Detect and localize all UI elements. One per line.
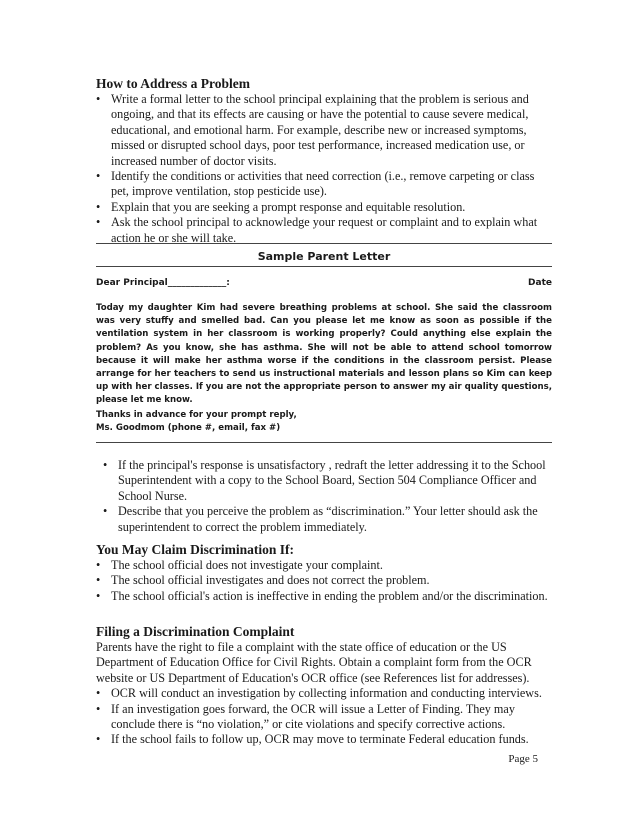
section-heading: Filing a Discrimination Complaint bbox=[96, 624, 295, 639]
list-item: • Explain that you are seeking a prompt response and equitable resolution. bbox=[96, 200, 550, 215]
section-intro: Parents have the right to file a complaint with the state office of education or the US Department of Education Office for Civil Rights. Obtain a complaint form from the OCR website or US Department of Education's OCR office (see References list for addresses). bbox=[96, 640, 532, 685]
bullet-list bbox=[96, 686, 550, 748]
list-item: • OCR will conduct an investigation by collecting information and conducting interviews. bbox=[96, 686, 550, 701]
date-label: Date bbox=[528, 278, 552, 288]
letter-title-rule bbox=[96, 266, 552, 267]
closing-line: Thanks in advance for your prompt reply, bbox=[96, 410, 297, 420]
bullet-list bbox=[103, 458, 550, 535]
page-number: Page 5 bbox=[508, 753, 538, 765]
letter-title: Sample Parent Letter bbox=[257, 250, 391, 263]
letter-closing bbox=[96, 409, 552, 435]
list-item: • If the principal's response is unsatisfactory , redraft the letter addressing it to the School Superintendent with a copy to the School Board, Section 504 Compliance Officer and School Nurse. bbox=[103, 458, 550, 504]
filing-complaint-section bbox=[96, 624, 550, 748]
followup-section bbox=[103, 458, 550, 535]
list-item: • Describe that you perceive the problem as “discrimination.” Your letter should ask the superintendent to correct the problem immediately. bbox=[103, 504, 550, 535]
letter-top-rule bbox=[96, 243, 552, 244]
bullet-list bbox=[96, 92, 550, 246]
address-problem-section bbox=[96, 76, 550, 246]
list-item: • Ask the school principal to acknowledge your request or complaint and to explain what action he or she will take. bbox=[96, 215, 550, 246]
section-heading: You May Claim Discrimination If: bbox=[96, 542, 294, 557]
bullet-list bbox=[96, 558, 550, 604]
letter-body: Today my daughter Kim had severe breathing problems at school. She said the classroom was very stuffy and smelled bad. Can you please let me know as soon as possible if the ventilation system in her classroom is working properly? Could anything else explain the problem? As you know, she has asthma. She will not be able to attend school tomorrow because it will make her asthma worse if the conditions in the classroom persist. Please arrange for her teachers to send us instructional materials and lesson plans so Kim can keep up with her classes. If you are not the appropriate person to answer my air quality questions, please let me know. bbox=[96, 303, 552, 406]
section-heading: How to Address a Problem bbox=[96, 76, 251, 91]
salutation-text: Dear Principal_____________: bbox=[96, 278, 230, 288]
list-item: • The school official does not investigate your complaint. bbox=[96, 558, 550, 573]
list-item: • Identify the conditions or activities that need correction (i.e., remove carpeting or class pet, improve ventilation, stop pesticide use). bbox=[96, 169, 550, 200]
letter-salutation bbox=[96, 278, 552, 288]
letter-bottom-rule bbox=[96, 442, 552, 443]
list-item: • The school official's action is ineffective in ending the problem and/or the discrimination. bbox=[96, 589, 550, 604]
list-item: • Write a formal letter to the school principal explaining that the problem is serious and ongoing, and that its effects are causing or have the potential to cause severe medical, educational, and emotional harm. For example, describe new or increased symptoms, missed or disrupted school days, poor test performance, increased medication use, or increased number of doctor visits. bbox=[96, 92, 550, 169]
signature-line: Ms. Goodmom (phone #, email, fax #) bbox=[96, 423, 281, 434]
list-item: • The school official investigates and does not correct the problem. bbox=[96, 573, 550, 588]
list-item: • If an investigation goes forward, the OCR will issue a Letter of Finding. They may conclude there is “no violation,” or cite violations and specify corrective actions. bbox=[96, 702, 550, 733]
list-item: • If the school fails to follow up, OCR may move to terminate Federal education funds. bbox=[96, 732, 550, 747]
claim-discrimination-section bbox=[96, 542, 550, 604]
